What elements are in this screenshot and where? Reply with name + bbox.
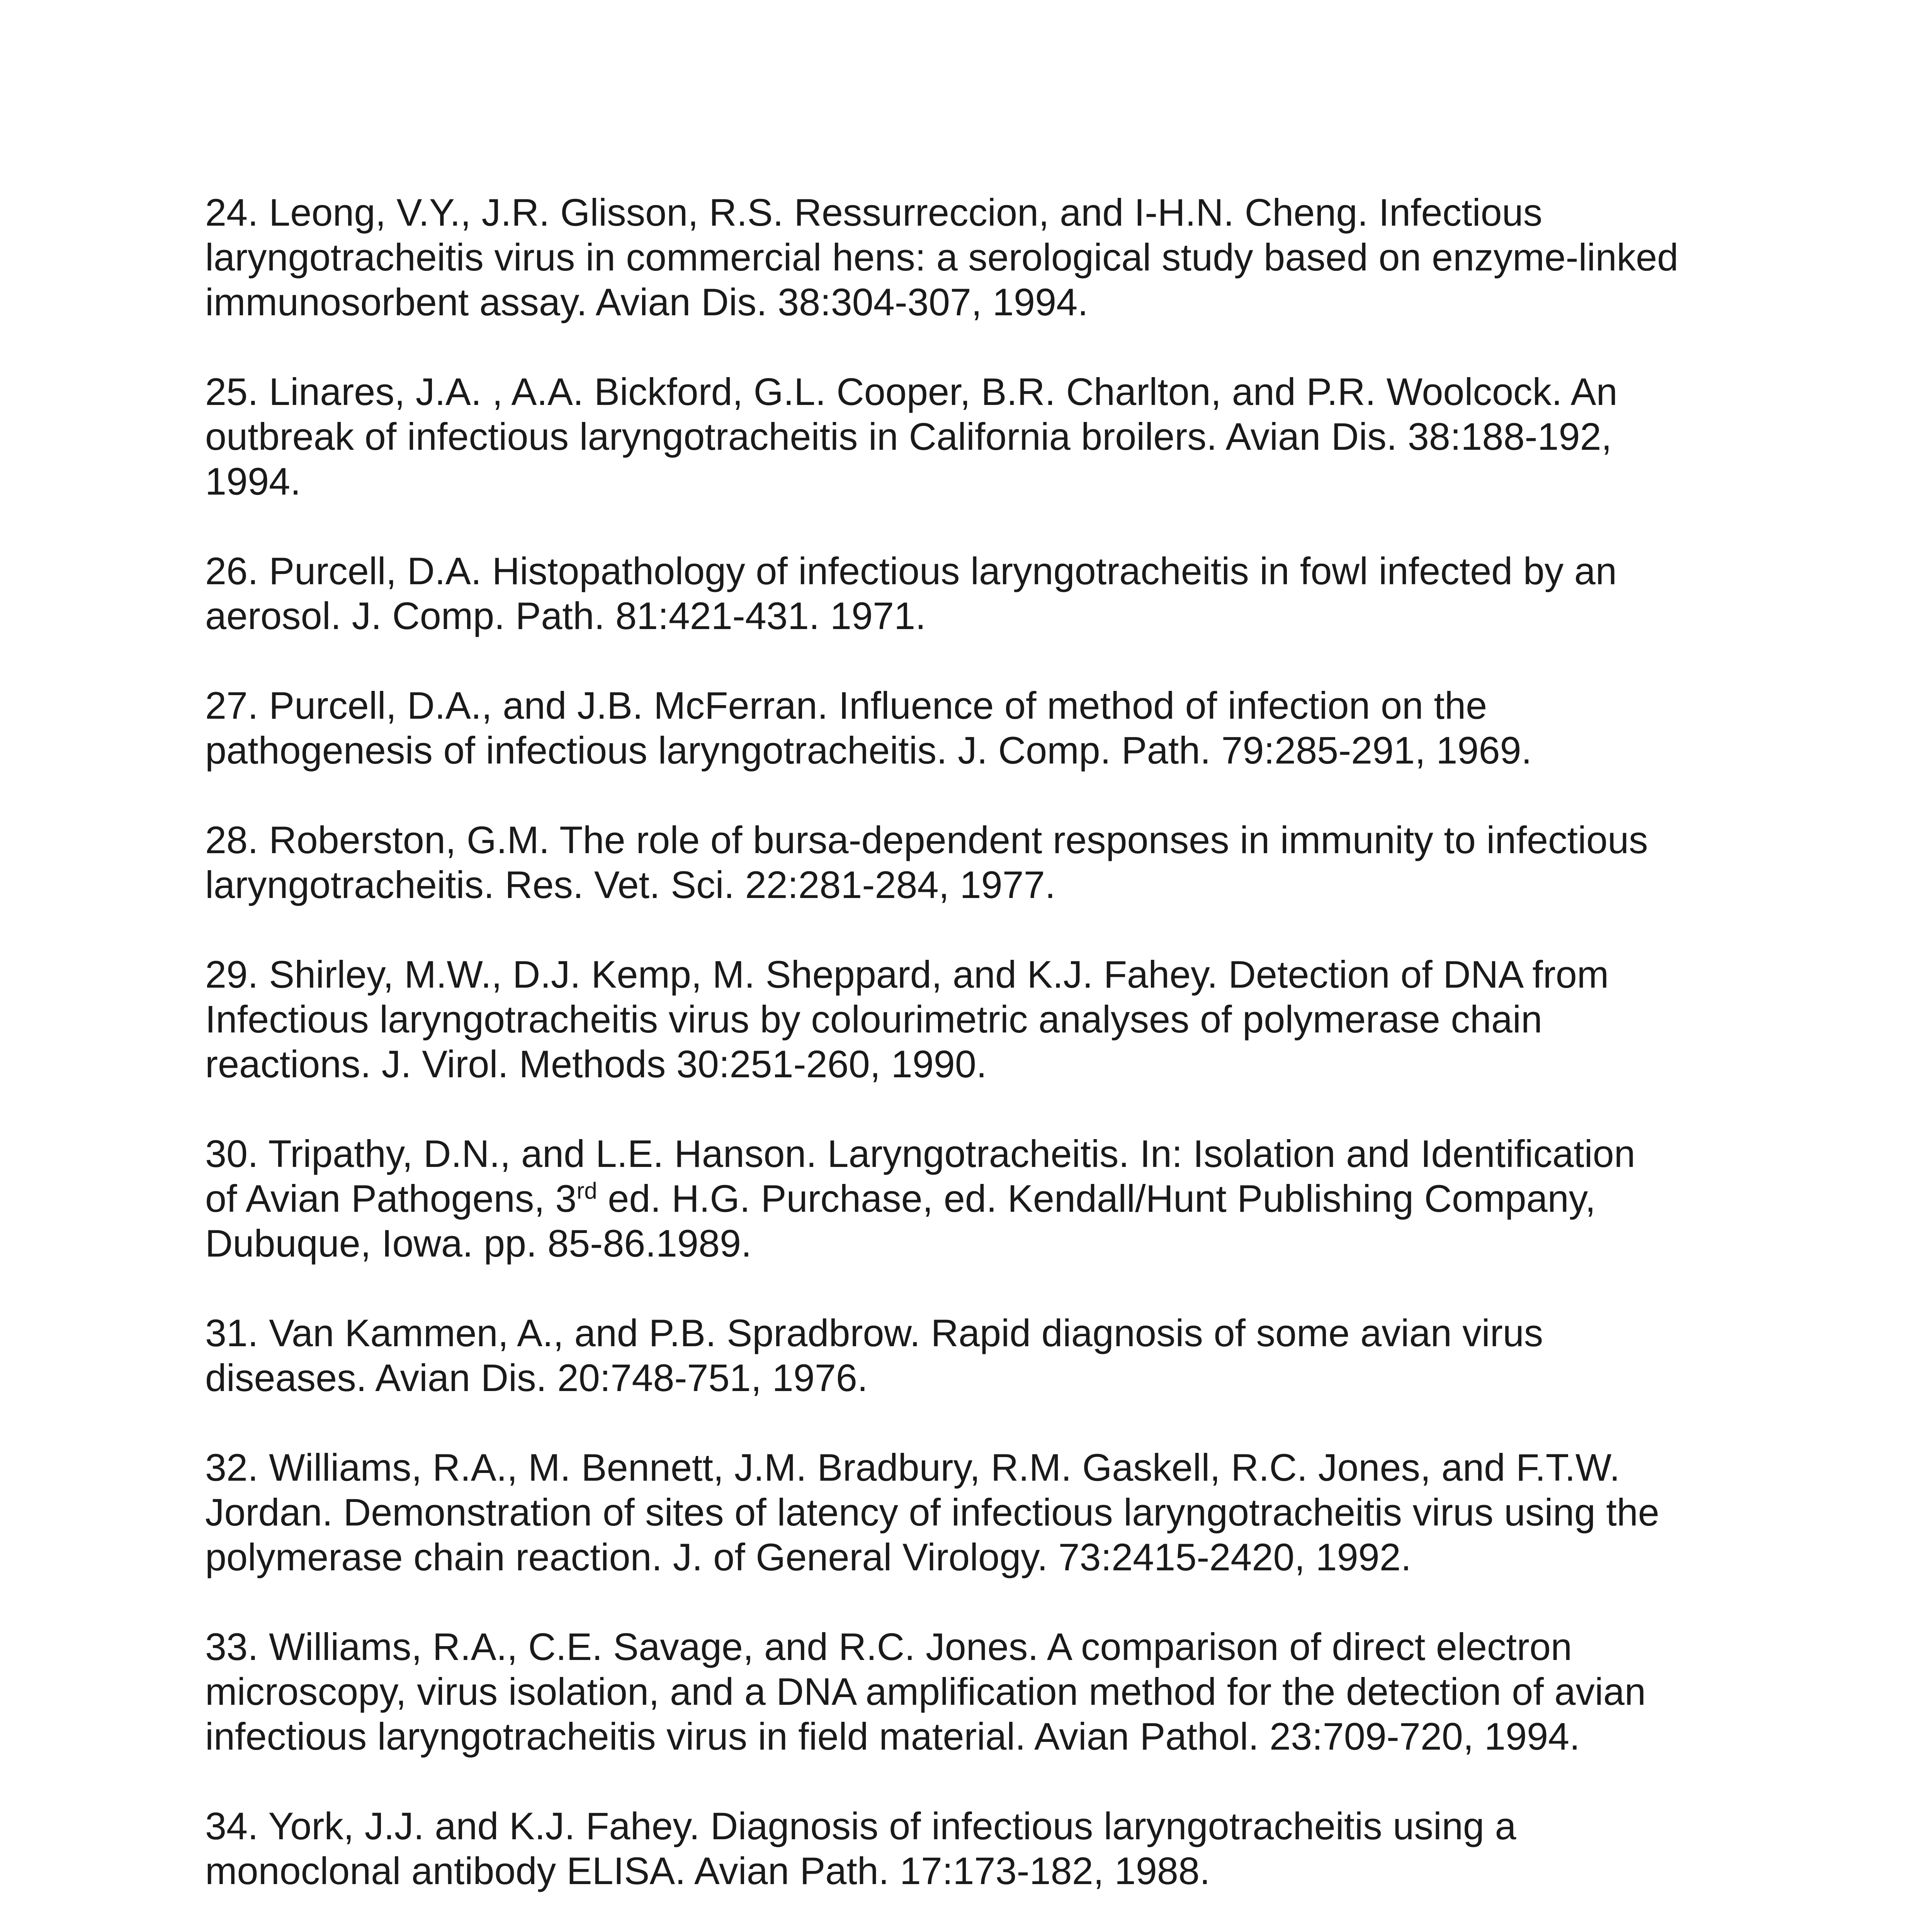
reference-24: 24. Leong, V.Y., J.R. Glisson, R.S. Ressurreccion, and I-H.N. Cheng. Infectious laryngotracheitis virus in commercial hens: a serological study based on enzyme-linked immunosorbent assay. Avian Dis. 38:304-307, 1994. <box>205 191 1679 323</box>
reference-30 <box>205 1131 1727 1266</box>
reference-31: 31. Van Kammen, A., and P.B. Spradbrow. Rapid diagnosis of some avian virus diseases. Avian Dis. 20:748-751, 1976. <box>205 1311 1543 1399</box>
reference-30-text-after: ed. H.G. Purchase, ed. Kendall/Hunt Publishing Company, Dubuque, Iowa. pp. 85-86.1989. <box>205 1177 1596 1265</box>
reference-30-superscript: rd <box>576 1178 597 1204</box>
reference-list <box>205 190 1727 1932</box>
reference-33: 33. Williams, R.A., C.E. Savage, and R.C. Jones. A comparison of direct electron microscopy, virus isolation, and a DNA amplification method for the detection of avian infectious laryngotracheitis virus in field material. Avian Pathol. 23:709-720, 1994. <box>205 1625 1646 1758</box>
reference-26: 26. Purcell, D.A. Histopathology of infectious laryngotracheitis in fowl infected by an aerosol. J. Comp. Path. 81:421-431. 1971. <box>205 549 1617 637</box>
reference-29: 29. Shirley, M.W., D.J. Kemp, M. Sheppard, and K.J. Fahey. Detection of DNA from Infectious laryngotracheitis virus by colourimetric analyses of polymerase chain reactions. J. Virol. Methods 30:251-260, 1990. <box>205 953 1609 1085</box>
reference-34: 34. York, J.J. and K.J. Fahey. Diagnosis of infectious laryngotracheitis using a monoclonal antibody ELISA. Avian Path. 17:173-182, 1988. <box>205 1804 1516 1892</box>
reference-25: 25. Linares, J.A. , A.A. Bickford, G.L. Cooper, B.R. Charlton, and P.R. Woolcock. An outbreak of infectious laryngotracheitis in California broilers. Avian Dis. 38:188-192, 1994. <box>205 370 1618 503</box>
reference-27: 27. Purcell, D.A., and J.B. McFerran. Influence of method of infection on the pathogenesis of infectious laryngotracheitis. J. Comp. Path. 79:285-291, 1969. <box>205 684 1532 772</box>
reference-30-text-before: 30. Tripathy, D.N., and L.E. Hanson. Laryngotracheitis. In: Isolation and Identification of Avian Pathogens, 3 <box>205 1132 1635 1220</box>
reference-28: 28. Roberston, G.M. The role of bursa-dependent responses in immunity to infectious laryngotracheitis. Res. Vet. Sci. 22:281-284, 1977. <box>205 818 1648 906</box>
reference-32: 32. Williams, R.A., M. Bennett, J.M. Bradbury, R.M. Gaskell, R.C. Jones, and F.T.W. Jordan. Demonstration of sites of latency of infectious laryngotracheitis virus using the polymerase chain reaction. J. of General Virology. 73:2415-2420, 1992. <box>205 1446 1659 1578</box>
